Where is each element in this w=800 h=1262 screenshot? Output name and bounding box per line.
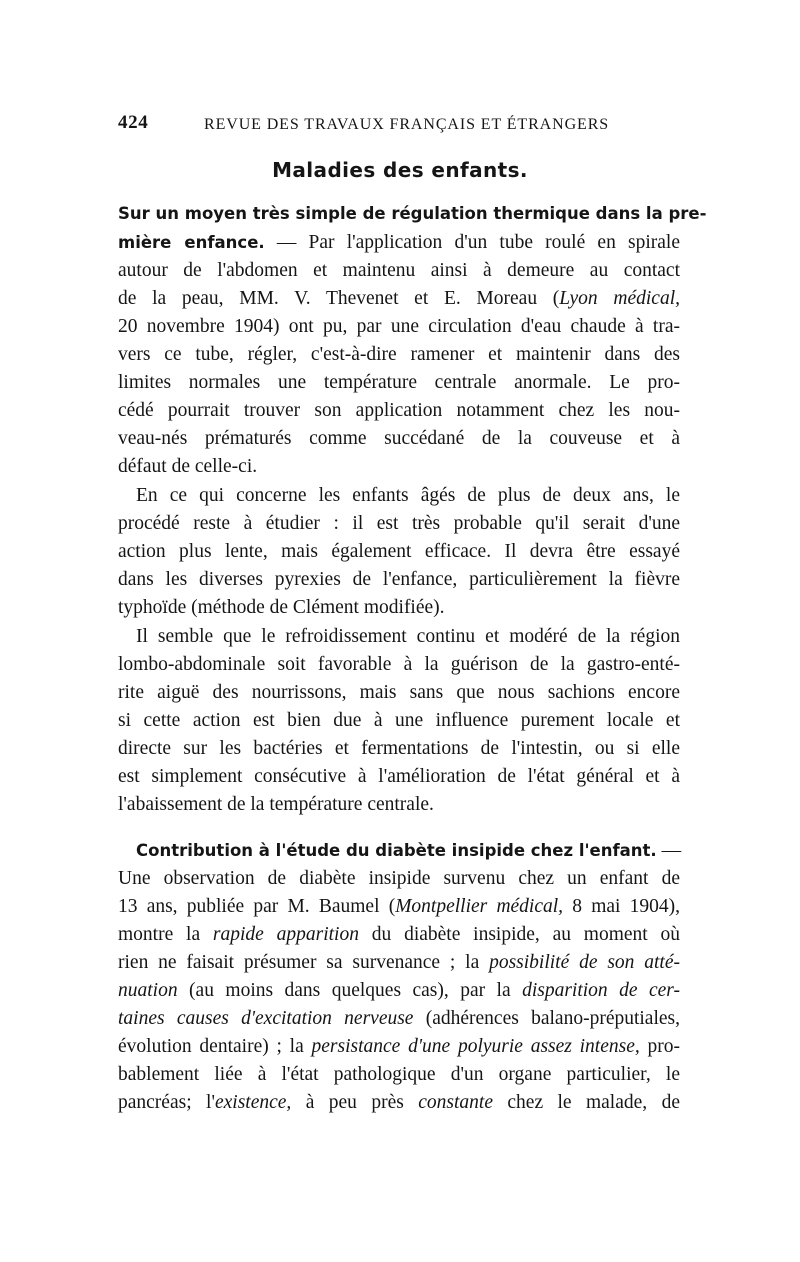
article1-heading-line (118, 199, 707, 229)
emphasis: existence, (214, 1092, 292, 1113)
text-line: dans les diverses pyrexies de l'enfance, particulièrement la fièvre (118, 569, 680, 590)
text-line: procédé reste à étudier : il est très probable qu'il serait d'une (118, 513, 680, 534)
text-line: directe sur les bactéries et fermentations de l'intestin, ou si elle (118, 738, 680, 759)
journal-citation: Lyon médical, (559, 288, 680, 309)
text-line (118, 1032, 680, 1062)
text-span: pro- (639, 1036, 681, 1057)
article2-heading-line (136, 836, 680, 866)
text-line (118, 284, 680, 314)
text-line: Une observation de diabète insipide survenu chez un enfant de (118, 868, 680, 889)
article1-heading: Sur un moyen très simple de régulation thermique dans la pre- (118, 204, 707, 223)
emphasis: nuation (118, 980, 178, 1001)
text-line: défaut de celle-ci. (118, 456, 258, 477)
journal-citation: Montpellier médical, (395, 896, 564, 917)
running-title: REVUE DES TRAVAUX FRANÇAIS ET ÉTRANGERS (204, 116, 610, 133)
text-line: rite aiguë des nourrissons, mais sans que nous sachions encore (118, 682, 680, 703)
running-header (118, 112, 682, 142)
text-span: pancréas; l' (118, 1092, 215, 1113)
text-line: limites normales une température centrale anormale. Le pro- (118, 372, 680, 393)
text-line: est simplement consécutive à l'amélioration de l'état général et à (118, 766, 680, 787)
text-span: — Par l'application d'un tube roulé en spirale (264, 232, 680, 253)
text-line (118, 948, 680, 978)
text-line: vers ce tube, régler, c'est-à-dire ramener et maintenir dans des (118, 344, 680, 365)
emphasis: rapide apparition (212, 924, 359, 945)
emphasis: constante (418, 1092, 493, 1113)
article1-heading-end: mière enfance. (118, 233, 265, 252)
text-line (118, 1004, 680, 1034)
text-line: cédé pourrait trouver son application notamment chez les nou- (118, 400, 680, 421)
text-line (118, 920, 680, 950)
text-line (118, 228, 680, 258)
text-span: (adhérences balano-préputiales, (413, 1008, 680, 1029)
page-number: 424 (118, 112, 149, 133)
text-span: 13 ans, publiée par M. Baumel ( (118, 896, 396, 917)
article2-heading: Contribution à l'étude du diabète insipide chez l'enfant. (136, 841, 657, 860)
text-span: de la peau, MM. V. Thevenet et E. Moreau ( (118, 288, 560, 309)
text-line: En ce qui concerne les enfants âgés de plus de deux ans, le (136, 485, 680, 506)
text-line (118, 892, 680, 922)
section-title: Maladies des enfants. (272, 158, 528, 182)
text-line (118, 1088, 680, 1118)
text-line: si cette action est bien due à une influence purement locale et (118, 710, 680, 731)
emphasis: possibilité de son atté- (489, 952, 680, 973)
text-line: l'abaissement de la température centrale. (118, 794, 434, 815)
text-span: à peu près (291, 1092, 419, 1113)
text-line: 20 novembre 1904) ont pu, par une circulation d'eau chaude à tra- (118, 316, 680, 337)
text-span: — (656, 840, 682, 861)
text-span: rien ne faisait présumer sa survenance ; la (118, 952, 490, 973)
text-line: veau-nés prématurés comme succédané de la couveuse et à (118, 428, 680, 449)
text-line: action plus lente, mais également efficace. Il devra être essayé (118, 541, 680, 562)
emphasis: disparition de cer- (522, 980, 680, 1001)
text-span: évolution dentaire) ; la (118, 1036, 312, 1057)
text-line: bablement liée à l'état pathologique d'un organe particulier, le (118, 1064, 680, 1085)
emphasis: persistance d'une polyurie assez intense, (311, 1036, 640, 1057)
text-line: typhoïde (méthode de Clément modifiée). (118, 597, 445, 618)
text-span: chez le malade, de (492, 1092, 680, 1113)
emphasis: taines causes d'excitation nerveuse (118, 1008, 414, 1029)
text-span: du diabète insipide, au moment où (358, 924, 680, 945)
text-span: montre la (118, 924, 213, 945)
text-line: autour de l'abdomen et maintenu ainsi à demeure au contact (118, 260, 680, 281)
text-span: 8 mai 1904), (563, 896, 681, 917)
text-line (118, 976, 680, 1006)
text-line: Il semble que le refroidissement continu et modéré de la région (136, 626, 680, 647)
text-line: lombo-abdominale soit favorable à la guérison de la gastro-enté- (118, 654, 680, 675)
text-span: (au moins dans quelques cas), par la (177, 980, 523, 1001)
